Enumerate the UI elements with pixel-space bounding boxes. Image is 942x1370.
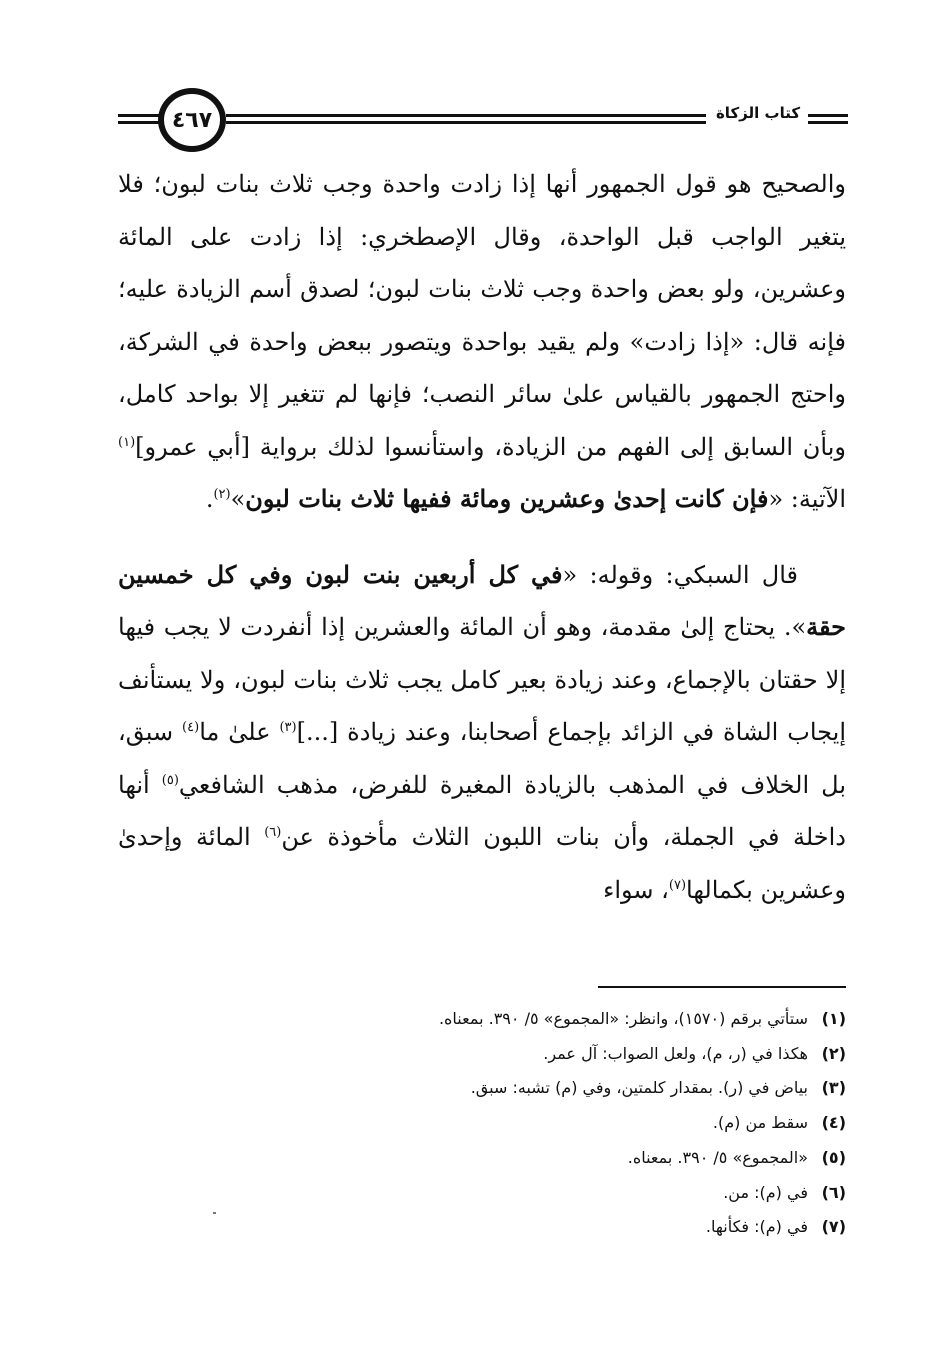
footnote-item (118, 1106, 846, 1141)
text-span: الآتية: « (768, 485, 846, 513)
paragraph-2 (118, 549, 846, 917)
text-span: قال السبكي: وقوله: « (562, 560, 799, 589)
footnote-item (118, 1071, 846, 1106)
text-span: علىٰ ما (199, 718, 280, 746)
text-span: ». يحتاج إلىٰ مقدمة، وهو أن المائة والعشرين إذا أنفردت لا يجب فيها إلا حقتان بالإجماع، وعند زيادة بعير كامل يجب ثلاث بنات لبون، ولا يستأنف إيجاب الشاة في الزائد بإجماع أصحابنا، وعند زيادة [...] (118, 613, 847, 746)
page-header (118, 88, 848, 158)
footnote-text: في (م): فكأنها. (705, 1217, 808, 1237)
paragraph-1 (118, 158, 846, 526)
quoted-hadith: في كل أربعين بنت لبون وفي كل خمسين حقة (118, 559, 846, 641)
running-title: كتاب الزكاة (715, 104, 801, 122)
footnote-ref: (٢) (213, 487, 231, 502)
header-rule (808, 114, 848, 117)
text-span: ، سواء (603, 875, 669, 904)
footnote-item (118, 1210, 846, 1245)
footnote-ref: (٧) (668, 877, 687, 893)
page-number: ٤٦٧ (158, 88, 226, 152)
text-span: » (230, 485, 246, 513)
header-rule (226, 121, 706, 124)
header-rule (808, 121, 848, 124)
header-rule (226, 114, 706, 117)
text-span: المائة وإحدىٰ وعشرين بكمالها (118, 823, 846, 904)
footnote-text: بياض في (ر). بمقدار كلمتين، وفي (م) تشبه: سبق. (470, 1078, 808, 1098)
footnote-number: (٦) (821, 1182, 846, 1202)
footnotes (118, 1002, 846, 1245)
footnote-number: (٣) (821, 1078, 846, 1098)
footnote-item (118, 1141, 846, 1176)
scan-speck (213, 1212, 216, 1214)
footnote-number: (١) (821, 1009, 846, 1028)
footnote-item (118, 1002, 846, 1037)
footnote-ref: (٤) (182, 720, 200, 735)
footnote-text: هكذا في (ر، م)، ولعل الصواب: آل عمر. (543, 1043, 808, 1063)
footnote-ref: (١) (118, 434, 136, 450)
text-span: والصحيح هو قول الجمهور أنها إذا زادت واحدة وجب ثلاث بنات لبون؛ فلا يتغير الواجب قبل الواحدة، وقال الإصطخري: إذا زادت على المائة وعشرين، ولو بعض واحدة وجب ثلاث بنات لبون؛ لصدق أسم الزيادة عليه؛ فإنه قال: «إذا زادت» ولم يقيد بواحدة ويتصور ببعض واحدة في الشركة، واحتج الجمهور بالقياس علىٰ سائر النصب؛ فإنها لم تتغير إلا بواحد كامل، وبأن السابق إلى الفهم من الزيادة، واستأنسوا لذلك برواية [أبي عمرو] (118, 170, 847, 461)
footnote-item (118, 1037, 846, 1072)
footnote-number: (٢) (821, 1043, 846, 1063)
footnote-text: ستأتي برقم (١٥٧٠)، وانظر: «المجموع» ٥/ ٣٩٠. بمعناه. (438, 1009, 808, 1028)
footnote-item (118, 1176, 846, 1211)
footnote-number: (٤) (821, 1113, 846, 1133)
footnote-ref: (٣) (279, 720, 297, 735)
footnote-number: (٧) (821, 1217, 846, 1237)
footnote-ref: (٥) (161, 772, 179, 788)
text-span: سبق، بل الخلاف في المذهب بالزيادة المغيرة للفرض، مذهب الشافعي (118, 718, 846, 799)
footnote-number: (٥) (821, 1147, 846, 1167)
footnote-separator (598, 986, 846, 988)
footnote-text: «المجموع» ٥/ ٣٩٠. بمعناه. (627, 1147, 808, 1167)
quoted-hadith: فإن كانت إحدىٰ وعشرين ومائة ففيها ثلاث بنات لبون (245, 484, 769, 513)
footnote-text: سقط من (م). (712, 1113, 808, 1133)
text-span: . (205, 485, 214, 513)
footnote-text: في (م): من. (723, 1182, 808, 1202)
footnote-ref: (٦) (264, 825, 282, 840)
text-span: أنها داخلة في الجملة، وأن بنات اللبون الثلاث مأخوذة عن (118, 770, 846, 851)
main-text (118, 158, 846, 916)
